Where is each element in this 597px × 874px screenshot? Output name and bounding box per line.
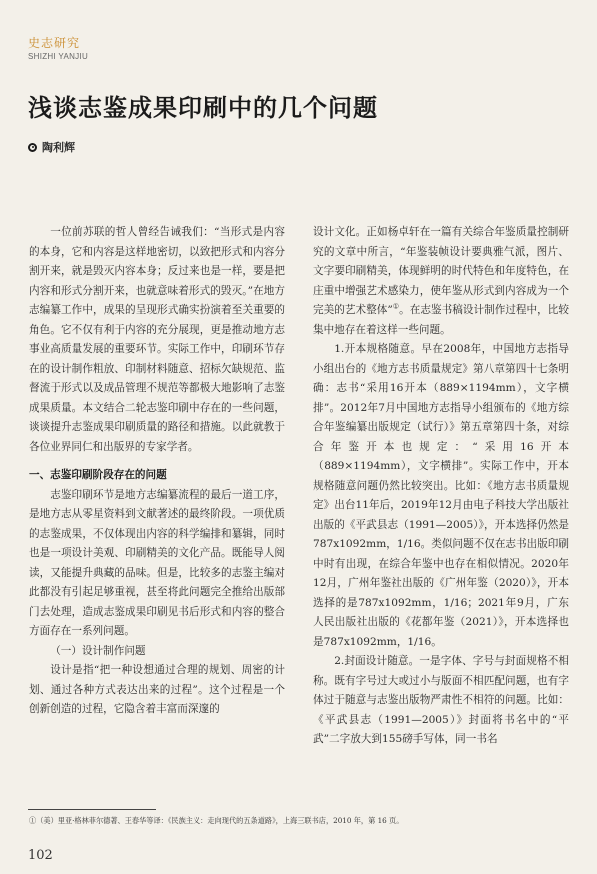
section-label: [28, 34, 88, 61]
article-title: 浅谈志鉴成果印刷中的几个问题: [28, 94, 378, 122]
body-paragraph: 志鉴印刷环节是地方志编纂流程的最后一道工序，是地方志从零星资料到文献著述的最终阶段。一项优质的志鉴成果，不仅体现出内容的科学编排和纂辑，同时也是一项设计美观、印刷精美的文化产品。既能导人阅读，又能提升典藏的品味。但是，比较多的志鉴主编对此都没有引起足够重视，甚至将此问题完全推给出版部门去处理，造成志鉴成果印刷见书后形式和内容的整合方面存在一系列问题。: [29, 488, 285, 637]
bullet-icon: [28, 143, 37, 152]
body-paragraph: 设计是指“把一种设想通过合理的规划、周密的计划、通过各种方式表达出来的过程”。这个过程是一个创新创造的过程，它隐含着丰富而深邃的: [29, 664, 285, 715]
footnote: ①（美）里亚·格林菲尔德著、王春华等译：《民族主义：走向现代的五条道路》，上海三联书店，2010 年，第 16 页。: [29, 816, 404, 825]
footnote-marker[interactable]: ①: [392, 302, 400, 311]
continued-paragraph: [313, 223, 569, 340]
author-name: 陶利辉: [42, 141, 75, 154]
footnote-divider: [28, 809, 156, 810]
page-number: 102: [28, 848, 53, 863]
body-paragraph: 1.开本规格随意。早在2008年，中国地方志指导小组出台的《地方志书质量规定》第八章第四十七条明确：志书“采用16开本（889×1194mm），文字横排”。2012年7月中国地方志指导小组颁布的《地方综合年鉴编纂出版规定（试行）》第五章第四十条，对综合年鉴开本也规定：“采用16开本（889×1194mm），文字横排”。实际工作中，开本规格随意问题仍然比较突出。比如：《地方志书质量规定》出台11年后，2019年12月由电子科技大学出版社出版的《平武县志（1991—2005）》，开本选择仍然是787x1092mm，1/16。类似问题不仅在志书出版印刷中时有出现，在综合年鉴中也存在相似情况。2020年12月，广州年鉴社出版的《广州年鉴（2020）》，开本选择的是787x1092mm，1/16；2021年9月，广东人民出版社出版的《花都年鉴（2021）》，开本选择也是787x1092mm，1/16。: [313, 343, 569, 648]
author-line: [28, 139, 75, 155]
subsection-heading: （一）设计制作问题: [50, 644, 146, 657]
paragraph-text: 设计文化。正如杨卓轩在一篇有关综合年鉴质量控制研究的文章中所言，“年鉴装帧设计要典雅气派，图片、文字要印刷精美，体现鲜明的时代特色和年度特色，在庄重中增强艺术感染力，使年鉴从形式到内容成为一个完美的艺术整体”: [313, 226, 569, 316]
section-label-en: SHIZHI YANJIU: [28, 52, 89, 61]
body-paragraph: 2.封面设计随意。一是字体、字号与封面规格不相称。既有字号过大或过小与版面不相匹配问题，也有字体过于随意与志鉴出版物严肃性不相符的问题。比如：《平武县志（1991—2005）》封面将书名中的“平武”二字放大到155磅手写体，同一书名: [313, 655, 569, 745]
paragraph-text: 。在志鉴书稿设计制作过程中，比较集中地存在着这样一些问题。: [313, 304, 570, 336]
left-column: [29, 223, 285, 720]
section-label-cn: 史志研究: [28, 36, 81, 50]
section-heading-1: 一、志鉴印刷阶段存在的问题: [29, 469, 167, 481]
right-column: [313, 223, 569, 750]
intro-paragraph: 一位前苏联的哲人曾经告诫我们：“当形式是内容的本身，它和内容是这样地密切，以致把形式和内容分割开来，就是毁灭内容本身；反过来也是一样，要是把内容和形式分割开来，也就意味着形式的毁灭。”在地方志编纂工作中，成果的呈现形式确实扮演着至关重要的角色。它不仅有利于内容的充分展现，更是推动地方志事业高质量发展的重要环节。实际工作中，印刷环节存在的设计制作粗放、印制材料随意、招标欠缺规范、监督流于形式以及成品管理不规范等都极大地影响了志鉴成果质量。本文结合二轮志鉴印刷中存在的一些问题，谈谈提升志鉴成果印刷质量的路径和措施。以此就教于各位业界同仁和出版界的专家学者。: [29, 226, 285, 453]
